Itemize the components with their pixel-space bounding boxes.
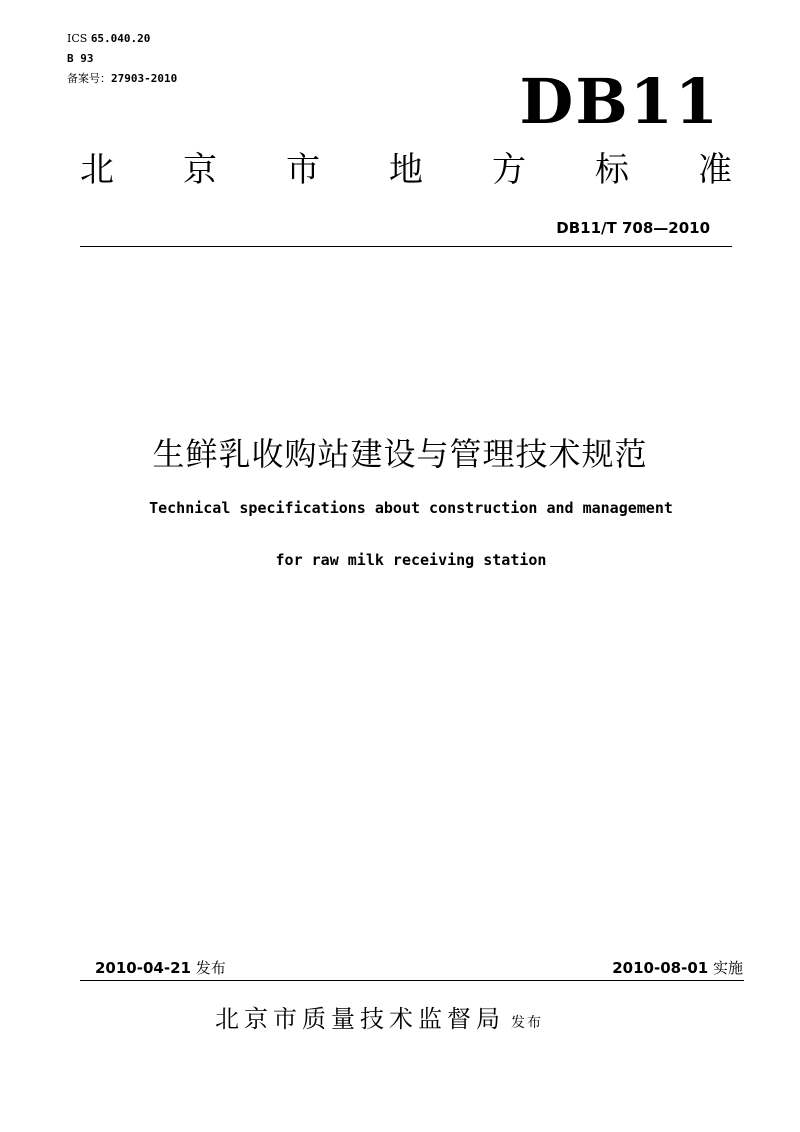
implement-date: 2010-08-01 — [612, 959, 709, 977]
issuing-authority — [215, 1002, 543, 1040]
record-prefix: 备案号： — [67, 72, 111, 85]
category-char: 北 — [80, 150, 114, 190]
issue-date-line — [95, 958, 226, 978]
standard-category — [80, 146, 732, 194]
ccs-classification — [67, 52, 94, 66]
category-char: 方 — [492, 150, 526, 190]
issuer-suffix: 发布 — [511, 1015, 543, 1031]
implement-label: 实施 — [712, 959, 743, 977]
category-char: 地 — [389, 150, 423, 190]
record-number-line — [67, 72, 177, 86]
category-char: 市 — [286, 150, 320, 190]
ics-code: 65.040.20 — [90, 32, 151, 45]
ics-classification — [67, 32, 150, 46]
standard-number: DB11/T 708—2010 — [556, 219, 710, 237]
ccs-code: B 93 — [67, 52, 94, 65]
category-char: 京 — [183, 150, 217, 190]
record-number: 27903-2010 — [111, 72, 178, 85]
category-char: 标 — [595, 150, 629, 190]
title-english-line-1: Technical specifications about construction and management — [149, 499, 673, 517]
category-char: 准 — [698, 150, 732, 190]
title-chinese: 生鲜乳收购站建设与管理技术规范 — [152, 435, 648, 473]
title-english-line-2: for raw milk receiving station — [275, 551, 547, 569]
top-divider — [80, 246, 732, 247]
bottom-divider — [80, 980, 744, 981]
implement-date-line — [612, 958, 743, 978]
issuer-name: 北京市质量技术监督局 — [215, 1005, 505, 1033]
issue-label: 发布 — [195, 959, 226, 977]
issue-date: 2010-04-21 — [95, 959, 191, 977]
ics-prefix: ICS — [67, 32, 88, 45]
standard-mark: DB11 — [519, 65, 720, 138]
